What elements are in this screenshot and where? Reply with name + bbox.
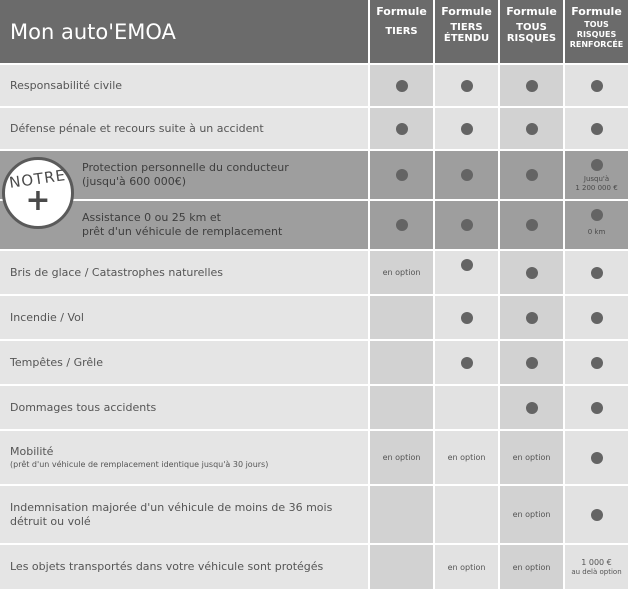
header-tous-risques-renforcee (565, 0, 628, 63)
included-dot-icon (396, 219, 408, 231)
formula-name: TOUS RISQUES (506, 22, 557, 44)
cell-tous-risques (500, 296, 563, 339)
cell-tiers (370, 251, 433, 294)
included-dot-icon (526, 169, 538, 181)
included-dot-icon (461, 312, 473, 324)
included-dot-icon (526, 267, 538, 279)
included-dot-icon (591, 123, 603, 135)
cell-tiers (370, 486, 433, 543)
row-label: Dommages tous accidents (0, 386, 368, 429)
page-title: Mon auto'EMOA (0, 0, 368, 63)
cell-tiers-etendu (435, 296, 498, 339)
cell-tous-risques-renforcee (565, 545, 628, 589)
included-dot-icon (526, 123, 538, 135)
cell-tous-risques (500, 386, 563, 429)
formula-name: TIERS (385, 26, 418, 37)
row-label-line1: Protection personnelle du conducteur (82, 161, 289, 174)
row-label (0, 486, 368, 543)
included-dot-icon (461, 123, 473, 135)
included-dot-icon (461, 169, 473, 181)
cell-tiers-etendu (435, 386, 498, 429)
included-dot-icon (396, 169, 408, 181)
included-dot-icon (526, 219, 538, 231)
cell-tiers (370, 65, 433, 106)
formula-label: Formule (441, 5, 492, 18)
cell-tiers-etendu (435, 545, 498, 589)
cell-tous-risques (500, 431, 563, 484)
cell-tous-risques (500, 341, 563, 384)
formula-name: TIERS ÉTENDU (443, 22, 490, 44)
badge-text: NOTRE (8, 166, 68, 192)
cell-tous-risques-renforcee (565, 108, 628, 149)
included-dot-icon (461, 219, 473, 231)
cell-tous-risques-renforcee (565, 296, 628, 339)
formula-label: Formule (571, 5, 622, 18)
cell-note-line2: 1 200 000 € (575, 184, 618, 192)
header-tous-risques (500, 0, 563, 63)
cell-tous-risques-renforcee (565, 486, 628, 543)
cell-tiers-etendu (435, 431, 498, 484)
option-text: en option (512, 510, 551, 519)
option-text: en option (382, 268, 421, 277)
row-label: Bris de glace / Catastrophes naturelles (0, 251, 368, 294)
included-dot-icon (461, 259, 473, 271)
included-dot-icon (396, 80, 408, 92)
included-dot-icon (591, 80, 603, 92)
cell-tous-risques (500, 486, 563, 543)
cell-tous-risques-renforcee (565, 431, 628, 484)
cell-tiers-etendu (435, 65, 498, 106)
included-dot-icon (591, 267, 603, 279)
cell-tiers-etendu (435, 251, 498, 294)
row-label-line1: Assistance 0 ou 25 km et (82, 211, 221, 224)
cell-tous-risques-renforcee (565, 201, 628, 249)
cell-tous-risques (500, 201, 563, 249)
cell-note-line1: Jusqu'à (583, 175, 610, 183)
cell-tiers-etendu (435, 341, 498, 384)
option-text: en option (512, 562, 551, 572)
cell-tiers (370, 341, 433, 384)
cell-tiers (370, 108, 433, 149)
included-dot-icon (591, 209, 603, 221)
row-label: Responsabilité civile (0, 65, 368, 106)
cell-tiers (370, 386, 433, 429)
included-dot-icon (591, 509, 603, 521)
plus-icon: + (25, 183, 51, 218)
row-label: Incendie / Vol (0, 296, 368, 339)
cell-tous-risques-renforcee (565, 251, 628, 294)
cell-tiers (370, 296, 433, 339)
cell-note: 0 km (587, 228, 606, 236)
included-dot-icon (591, 357, 603, 369)
cell-tous-risques (500, 545, 563, 589)
header-tiers (370, 0, 433, 63)
included-dot-icon (396, 123, 408, 135)
option-text: en option (447, 562, 486, 572)
included-dot-icon (591, 402, 603, 414)
option-text: en option (447, 453, 486, 462)
row-label: Tempêtes / Grêle (0, 341, 368, 384)
cell-tiers (370, 431, 433, 484)
header-tiers-etendu (435, 0, 498, 63)
row-label-line1: Mobilité (10, 445, 54, 458)
cell-amount: 1 000 € (581, 557, 612, 567)
cell-tiers (370, 545, 433, 589)
cell-tiers (370, 201, 433, 249)
cell-tous-risques (500, 151, 563, 199)
cell-tous-risques-renforcee (565, 386, 628, 429)
formula-label: Formule (506, 5, 557, 18)
included-dot-icon (526, 312, 538, 324)
row-label (0, 431, 368, 484)
row-sublabel: (prêt d'un véhicule de remplacement identique jusqu'à 30 jours) (10, 460, 269, 469)
included-dot-icon (591, 452, 603, 464)
cell-tiers-etendu (435, 201, 498, 249)
included-dot-icon (526, 357, 538, 369)
cell-amount-note: au delà option (571, 567, 622, 576)
formula-name: TOUS RISQUES RENFORCÉE (569, 20, 624, 49)
row-label-line2: détruit ou volé (10, 514, 91, 528)
cell-note (575, 175, 617, 193)
row-label-line2: (jusqu'à 600 000€) (82, 175, 187, 188)
row-label: Les objets transportés dans votre véhicule sont protégés (0, 545, 368, 589)
included-dot-icon (526, 80, 538, 92)
cell-tous-risques (500, 65, 563, 106)
cell-tiers-etendu (435, 151, 498, 199)
row-label-line1: Indemnisation majorée d'un véhicule de moins de 36 mois (10, 500, 333, 514)
notre-plus-badge (2, 157, 74, 229)
option-text: en option (382, 453, 421, 462)
included-dot-icon (526, 402, 538, 414)
cell-tiers-etendu (435, 108, 498, 149)
included-dot-icon (461, 80, 473, 92)
cell-tous-risques-renforcee (565, 151, 628, 199)
row-label-line2: prêt d'un véhicule de remplacement (82, 225, 283, 238)
option-text: en option (512, 453, 551, 462)
formula-label: Formule (376, 5, 427, 18)
cell-tiers (370, 151, 433, 199)
cell-tous-risques-renforcee (565, 341, 628, 384)
included-dot-icon (461, 357, 473, 369)
included-dot-icon (591, 159, 603, 171)
cell-tous-risques-renforcee (565, 65, 628, 106)
included-dot-icon (591, 312, 603, 324)
cell-tous-risques (500, 108, 563, 149)
cell-tiers-etendu (435, 486, 498, 543)
cell-tous-risques (500, 251, 563, 294)
row-label: Défense pénale et recours suite à un accident (0, 108, 368, 149)
